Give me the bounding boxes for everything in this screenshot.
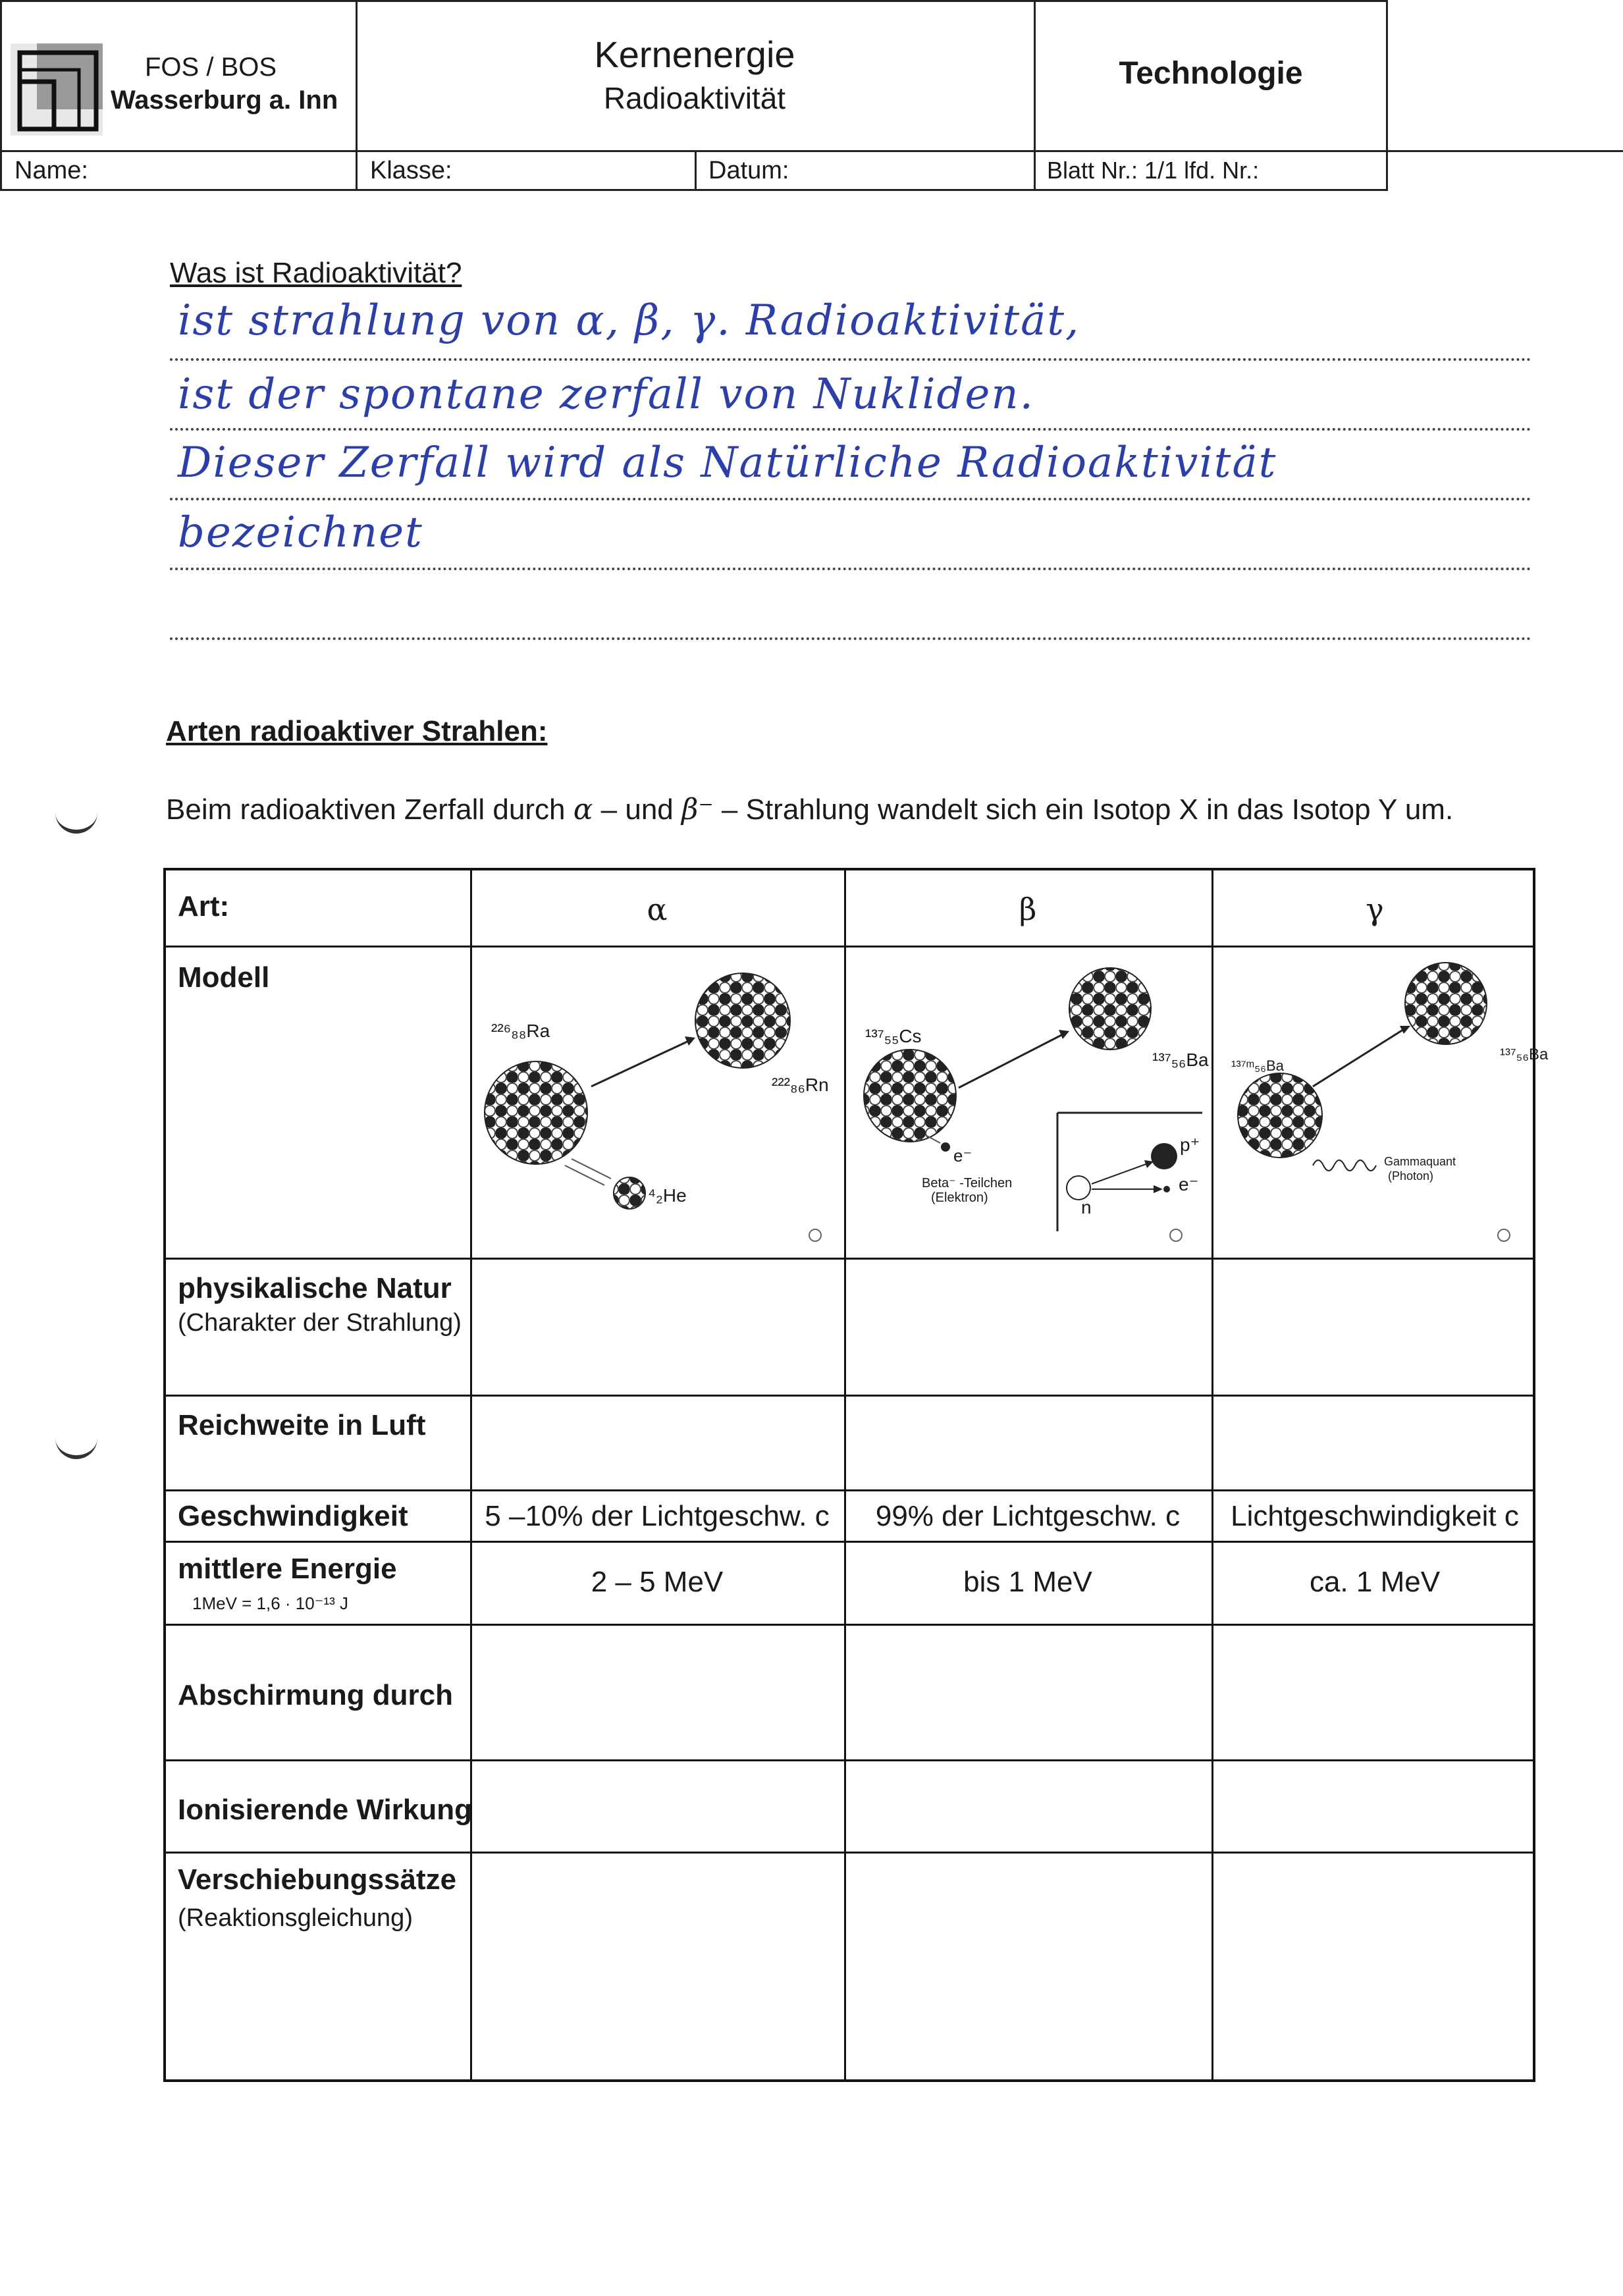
photon-wave (1313, 1160, 1376, 1171)
gamma-parent-label: ¹³⁷ᵐ₅₆Ba (1231, 1057, 1284, 1074)
answer-line (170, 428, 1531, 431)
energie-gamma: ca. 1 MeV (1309, 1566, 1441, 1598)
row-ionisierend: Ionisierende Wirkung (178, 1794, 473, 1826)
row-abschirmung: Abschirmung durch (178, 1679, 454, 1711)
gamma-daughter-label: ¹³⁷₅₆Ba (1500, 1046, 1549, 1063)
answer-line (170, 358, 1531, 361)
col-beta: β (1019, 892, 1037, 927)
question-title: Was ist Radioaktivität? (170, 257, 462, 289)
beta-decay-diagram (847, 948, 1210, 1255)
row-energie: mittlere Energie (178, 1553, 397, 1585)
gamma-caption-1: Gammaquant (1384, 1155, 1456, 1168)
radium-nucleus (485, 1061, 587, 1164)
punch-hole-top (55, 803, 97, 834)
section-intro: Beim radioaktiven Zerfall durch α – und β⁻ – Strahlung wandelt sich ein Isotop X in das Isotop Y um. (166, 793, 1454, 826)
gamma-caption-2: (Photon) (1388, 1169, 1434, 1183)
beta-caption-2: (Elektron) (931, 1190, 988, 1205)
radiation-table (163, 868, 1549, 2082)
alpha-particle-label: ⁴₂He (648, 1185, 687, 1206)
helium-nucleus (614, 1177, 645, 1209)
header-box (0, 0, 1388, 191)
beta-electron-label: e⁻ (953, 1146, 972, 1165)
beta-parent-label: ¹³⁷₅₅Cs (865, 1026, 922, 1046)
cesium-nucleus (864, 1050, 956, 1142)
gamma-decay-diagram (1214, 948, 1537, 1255)
answer-line (170, 568, 1531, 570)
school-logo-icon (11, 43, 103, 136)
beta-electron2-label: e⁻ (1179, 1174, 1199, 1194)
alpha-decay-diagram (473, 948, 841, 1255)
geschw-alpha: 5 –10% der Lichtgeschw. c (485, 1500, 830, 1532)
barium-nucleus (1405, 963, 1487, 1044)
handwritten-line-2: ist der spontane zerfall von Nukliden. (178, 370, 1034, 419)
art-label: Art: (178, 890, 230, 922)
neutron-circle (1067, 1176, 1090, 1200)
handwritten-line-1: ist strahlung von α, β, γ. Radioaktivität, (178, 296, 1080, 345)
class-label: Klasse: (370, 157, 452, 184)
beta-caption-1: Beta⁻ -Teilchen (922, 1176, 1013, 1190)
radon-nucleus (695, 973, 790, 1068)
barium-m-nucleus (1238, 1073, 1322, 1158)
alpha-parent-label: ²²⁶₈₈Ra (491, 1021, 550, 1041)
section-title: Arten radioaktiver Strahlen: (166, 715, 548, 747)
barium-nucleus (1069, 968, 1151, 1050)
geschw-gamma: Lichtgeschwindigkeit c (1231, 1500, 1519, 1532)
sheet-label: Blatt Nr.: 1/1 lfd. Nr.: (1047, 157, 1260, 184)
beta-proton-label: p⁺ (1180, 1135, 1200, 1155)
beta-daughter-label: ¹³⁷₅₆Ba (1152, 1050, 1209, 1070)
name-label: Name: (14, 157, 88, 184)
row-verschiebung-sub: (Reaktionsgleichung) (178, 1904, 413, 1932)
school-line-2: Wasserburg a. Inn (111, 86, 338, 115)
handwritten-line-4: bezeichnet (178, 508, 423, 557)
row-geschw: Geschwindigkeit (178, 1500, 408, 1532)
date-label: Datum: (708, 157, 789, 184)
col-gamma: γ (1366, 892, 1384, 927)
col-alpha: α (647, 892, 668, 927)
page-subtitle: Radioaktivität (603, 81, 786, 115)
energie-beta: bis 1 MeV (963, 1566, 1092, 1598)
beta-neutron-label: n (1081, 1197, 1092, 1217)
row-natur-sub: (Charakter der Strahlung) (178, 1309, 462, 1337)
answer-line (170, 637, 1531, 640)
row-verschiebung: Verschiebungssätze (178, 1863, 457, 1896)
alpha-daughter-label: ²²²₈₆Rn (772, 1075, 829, 1095)
geschw-beta: 99% der Lichtgeschw. c (875, 1500, 1181, 1532)
proton-circle (1151, 1143, 1177, 1169)
subject-label: Technologie (1119, 56, 1303, 91)
handwritten-line-3: Dieser Zerfall wird als Natürliche Radioaktivität (178, 439, 1277, 487)
row-modell: Modell (178, 961, 270, 994)
row-reichweite: Reichweite in Luft (178, 1409, 426, 1441)
page-title: Kernenergie (594, 34, 795, 75)
punch-hole-bottom (55, 1429, 97, 1459)
answer-line (170, 498, 1531, 500)
row-energie-sub: 1MeV = 1,6 · 10⁻¹³ J (192, 1593, 348, 1613)
row-natur: physikalische Natur (178, 1272, 452, 1304)
energie-alpha: 2 – 5 MeV (591, 1566, 724, 1598)
school-line-1: FOS / BOS (145, 53, 277, 82)
